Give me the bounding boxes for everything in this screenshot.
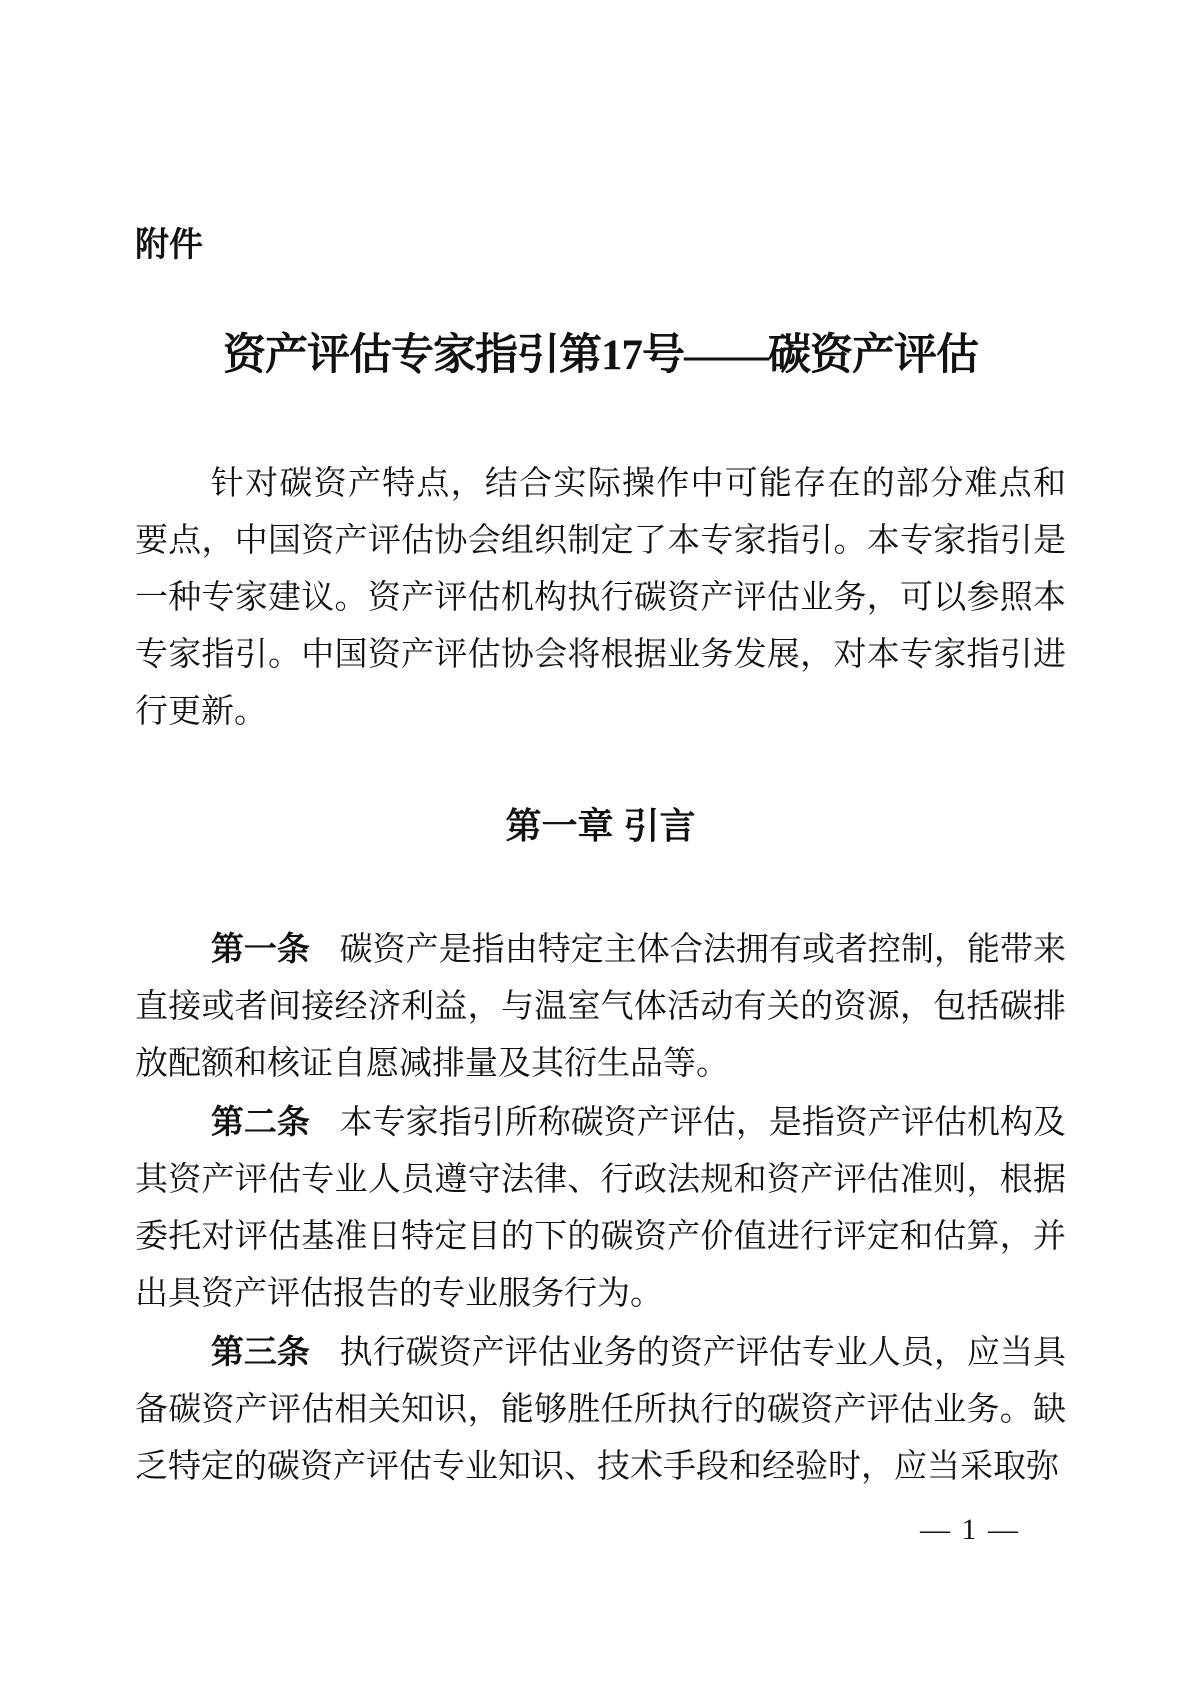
document-content bbox=[0, 224, 1200, 1496]
article-1-text: 碳资产是指由特定主体合法拥有或者控制，能带来直接或者间接经济利益，与温室气体活动有关的资源，包括碳排放配额和核证自愿减排量及其衍生品等。 bbox=[135, 932, 1067, 1082]
article-3-text: 执行碳资产评估业务的资产评估专业人员，应当具备碳资产评估相关知识，能够胜任所执行的碳资产评估业务。缺乏特定的碳资产评估专业知识、技术手段和经验时，应当采取弥 bbox=[135, 1335, 1067, 1485]
article-paragraph-2 bbox=[135, 1093, 1066, 1323]
article-2-text: 本专家指引所称碳资产评估，是指资产评估机构及其资产评估专业人员遵守法律、行政法规和资产评估准则，根据委托对评估基准日特定目的下的碳资产价值进行评定和估算，并出具资产评估报告的专业服务行为。 bbox=[135, 1105, 1067, 1312]
attachment-label: 附件 bbox=[135, 226, 203, 264]
article-paragraph-1 bbox=[135, 920, 1066, 1093]
article-2-label: 第二条 bbox=[210, 1103, 310, 1140]
article-3-label: 第三条 bbox=[210, 1333, 310, 1370]
intro-paragraph: 针对碳资产特点，结合实际操作中可能存在的部分难点和要点，中国资产评估协会组织制定了本专家指引。本专家指引是一种专家建议。资产评估机构执行碳资产评估业务，可以参照本专家指引。中国资产评估协会将根据业务发展，对本专家指引进行更新。 bbox=[135, 466, 1066, 730]
document-title: 资产评估专家指引第17号——碳资产评估 bbox=[223, 332, 978, 379]
article-1-label: 第一条 bbox=[210, 930, 310, 967]
chapter-heading: 第一章 引言 bbox=[505, 805, 696, 846]
page-number: — 1 — bbox=[920, 1513, 1020, 1546]
article-paragraph-3 bbox=[135, 1323, 1066, 1496]
